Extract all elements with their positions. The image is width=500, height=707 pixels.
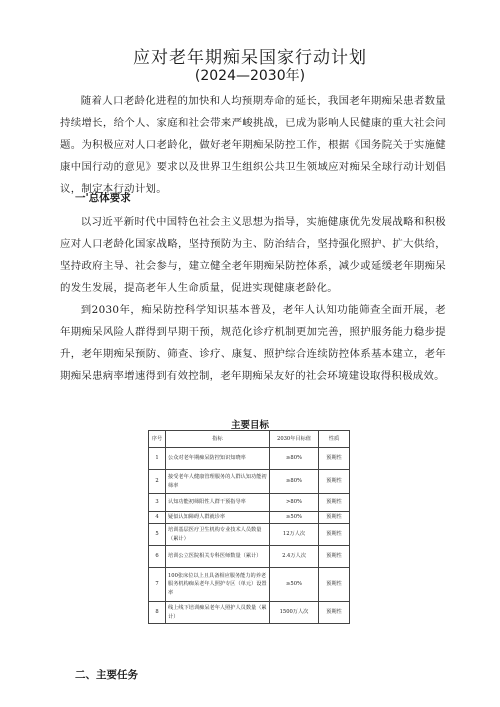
row-indicator: 疑似认知障碍人群就诊率	[166, 512, 270, 524]
row-number: 5	[149, 524, 166, 546]
row-nature: 预期性	[319, 546, 350, 568]
goals-table	[148, 430, 350, 624]
row-target-value: 1500万人次	[270, 602, 319, 624]
row-indicator: 认知功能初筛阳性人群干预指导率	[166, 494, 270, 512]
row-indicator: 接受老年人健康管理服务的人群认知功能初筛率	[166, 470, 270, 494]
table-row	[149, 524, 350, 546]
goal-paragraph: 到2030年，痴呆防控科学知识基本普及，老年人认知功能筛查全面开展，老年期痴呆风险人群得到早期干预，规范化诊疗机制更加完善，照护服务能力稳步提升，老年期痴呆预防、筛查、诊疗、康复、照护综合连续防控体系基本建立，老年期痴呆患病率增速得到有效控制，老年期痴呆友好的社会环境建设取得积极成效。	[60, 304, 446, 382]
row-nature: 预期性	[319, 568, 350, 602]
table-header-row	[149, 431, 350, 448]
row-target-value: ≥50%	[270, 568, 319, 602]
row-number: 1	[149, 448, 166, 470]
table-row	[149, 568, 350, 602]
header-no: 序号	[149, 431, 166, 448]
header-target: 2030年目标值	[270, 431, 319, 448]
row-nature: 预期性	[319, 448, 350, 470]
row-indicator: 培训基层医疗卫生机构专业技术人员数量（累计）	[166, 524, 270, 546]
row-indicator: 公众对老年期痴呆防控知识知晓率	[166, 448, 270, 470]
row-number: 6	[149, 546, 166, 568]
row-indicator: 线上线下培训痴呆老年人照护人员数量（累计）	[166, 602, 270, 624]
row-number: 3	[149, 494, 166, 512]
document-title: 应对老年期痴呆国家行动计划	[133, 48, 367, 68]
table-title: 主要目标	[230, 420, 269, 431]
row-nature: 预期性	[319, 512, 350, 524]
row-nature: 预期性	[319, 494, 350, 512]
row-target-value: 2.4万人次	[270, 546, 319, 568]
header-nature: 性质	[319, 431, 350, 448]
row-target-value: >80%	[270, 494, 319, 512]
row-target-value: 12万人次	[270, 524, 319, 546]
table-row	[149, 602, 350, 624]
intro-paragraph: 随着人口老龄化进程的加快和人均预期寿命的延长，我国老年期痴呆患者数量持续增长，给个人、家庭和社会带来严峻挑战，已成为影响人民健康的重大社会问题。为积极应对人口老龄化，做好老年期痴呆防控工作，根据《国务院关于实施健康中国行动的意见》要求以及世界卫生组织公共卫生领域应对痴呆全球行动计划倡议，制定本行动计划。	[60, 95, 446, 195]
section-heading-overall: 一'总体要求	[75, 192, 131, 204]
row-number: 4	[149, 512, 166, 524]
table-body	[149, 448, 350, 624]
table-row	[149, 494, 350, 512]
row-target-value: ≥80%	[270, 448, 319, 470]
guiding-paragraph: 以习近平新时代中国特色社会主义思想为指导，实施健康优先发展战略和积极应对人口老龄化国家战略，坚持预防为主、防治结合，坚持强化照护、扩大供给，坚持政府主导、社会参与，建立健全老年期痴呆防控体系，减少或延缓老年期痴呆的发生发展，提高老年人生命质量，促进实现健康老龄化。	[60, 216, 446, 294]
header-indicator: 指标	[166, 431, 270, 448]
row-target-value: ≥80%	[270, 470, 319, 494]
row-nature: 预期性	[319, 470, 350, 494]
document-subtitle: (2024—2030年)	[194, 68, 306, 84]
table-row	[149, 546, 350, 568]
row-number: 7	[149, 568, 166, 602]
section-heading-tasks: 二、主要任务	[75, 669, 138, 681]
row-indicator: 培训公立医院相关专科医师数量（累计）	[166, 546, 270, 568]
row-nature: 预期性	[319, 602, 350, 624]
table-row	[149, 470, 350, 494]
row-indicator: 100张床位以上且具备相应服务能力的养老服务机构痴呆老年人照护专区（单元）设置率	[166, 568, 270, 602]
row-number: 2	[149, 470, 166, 494]
table-row	[149, 512, 350, 524]
row-target-value: ≥50%	[270, 512, 319, 524]
row-nature: 预期性	[319, 524, 350, 546]
row-number: 8	[149, 602, 166, 624]
table-row	[149, 448, 350, 470]
